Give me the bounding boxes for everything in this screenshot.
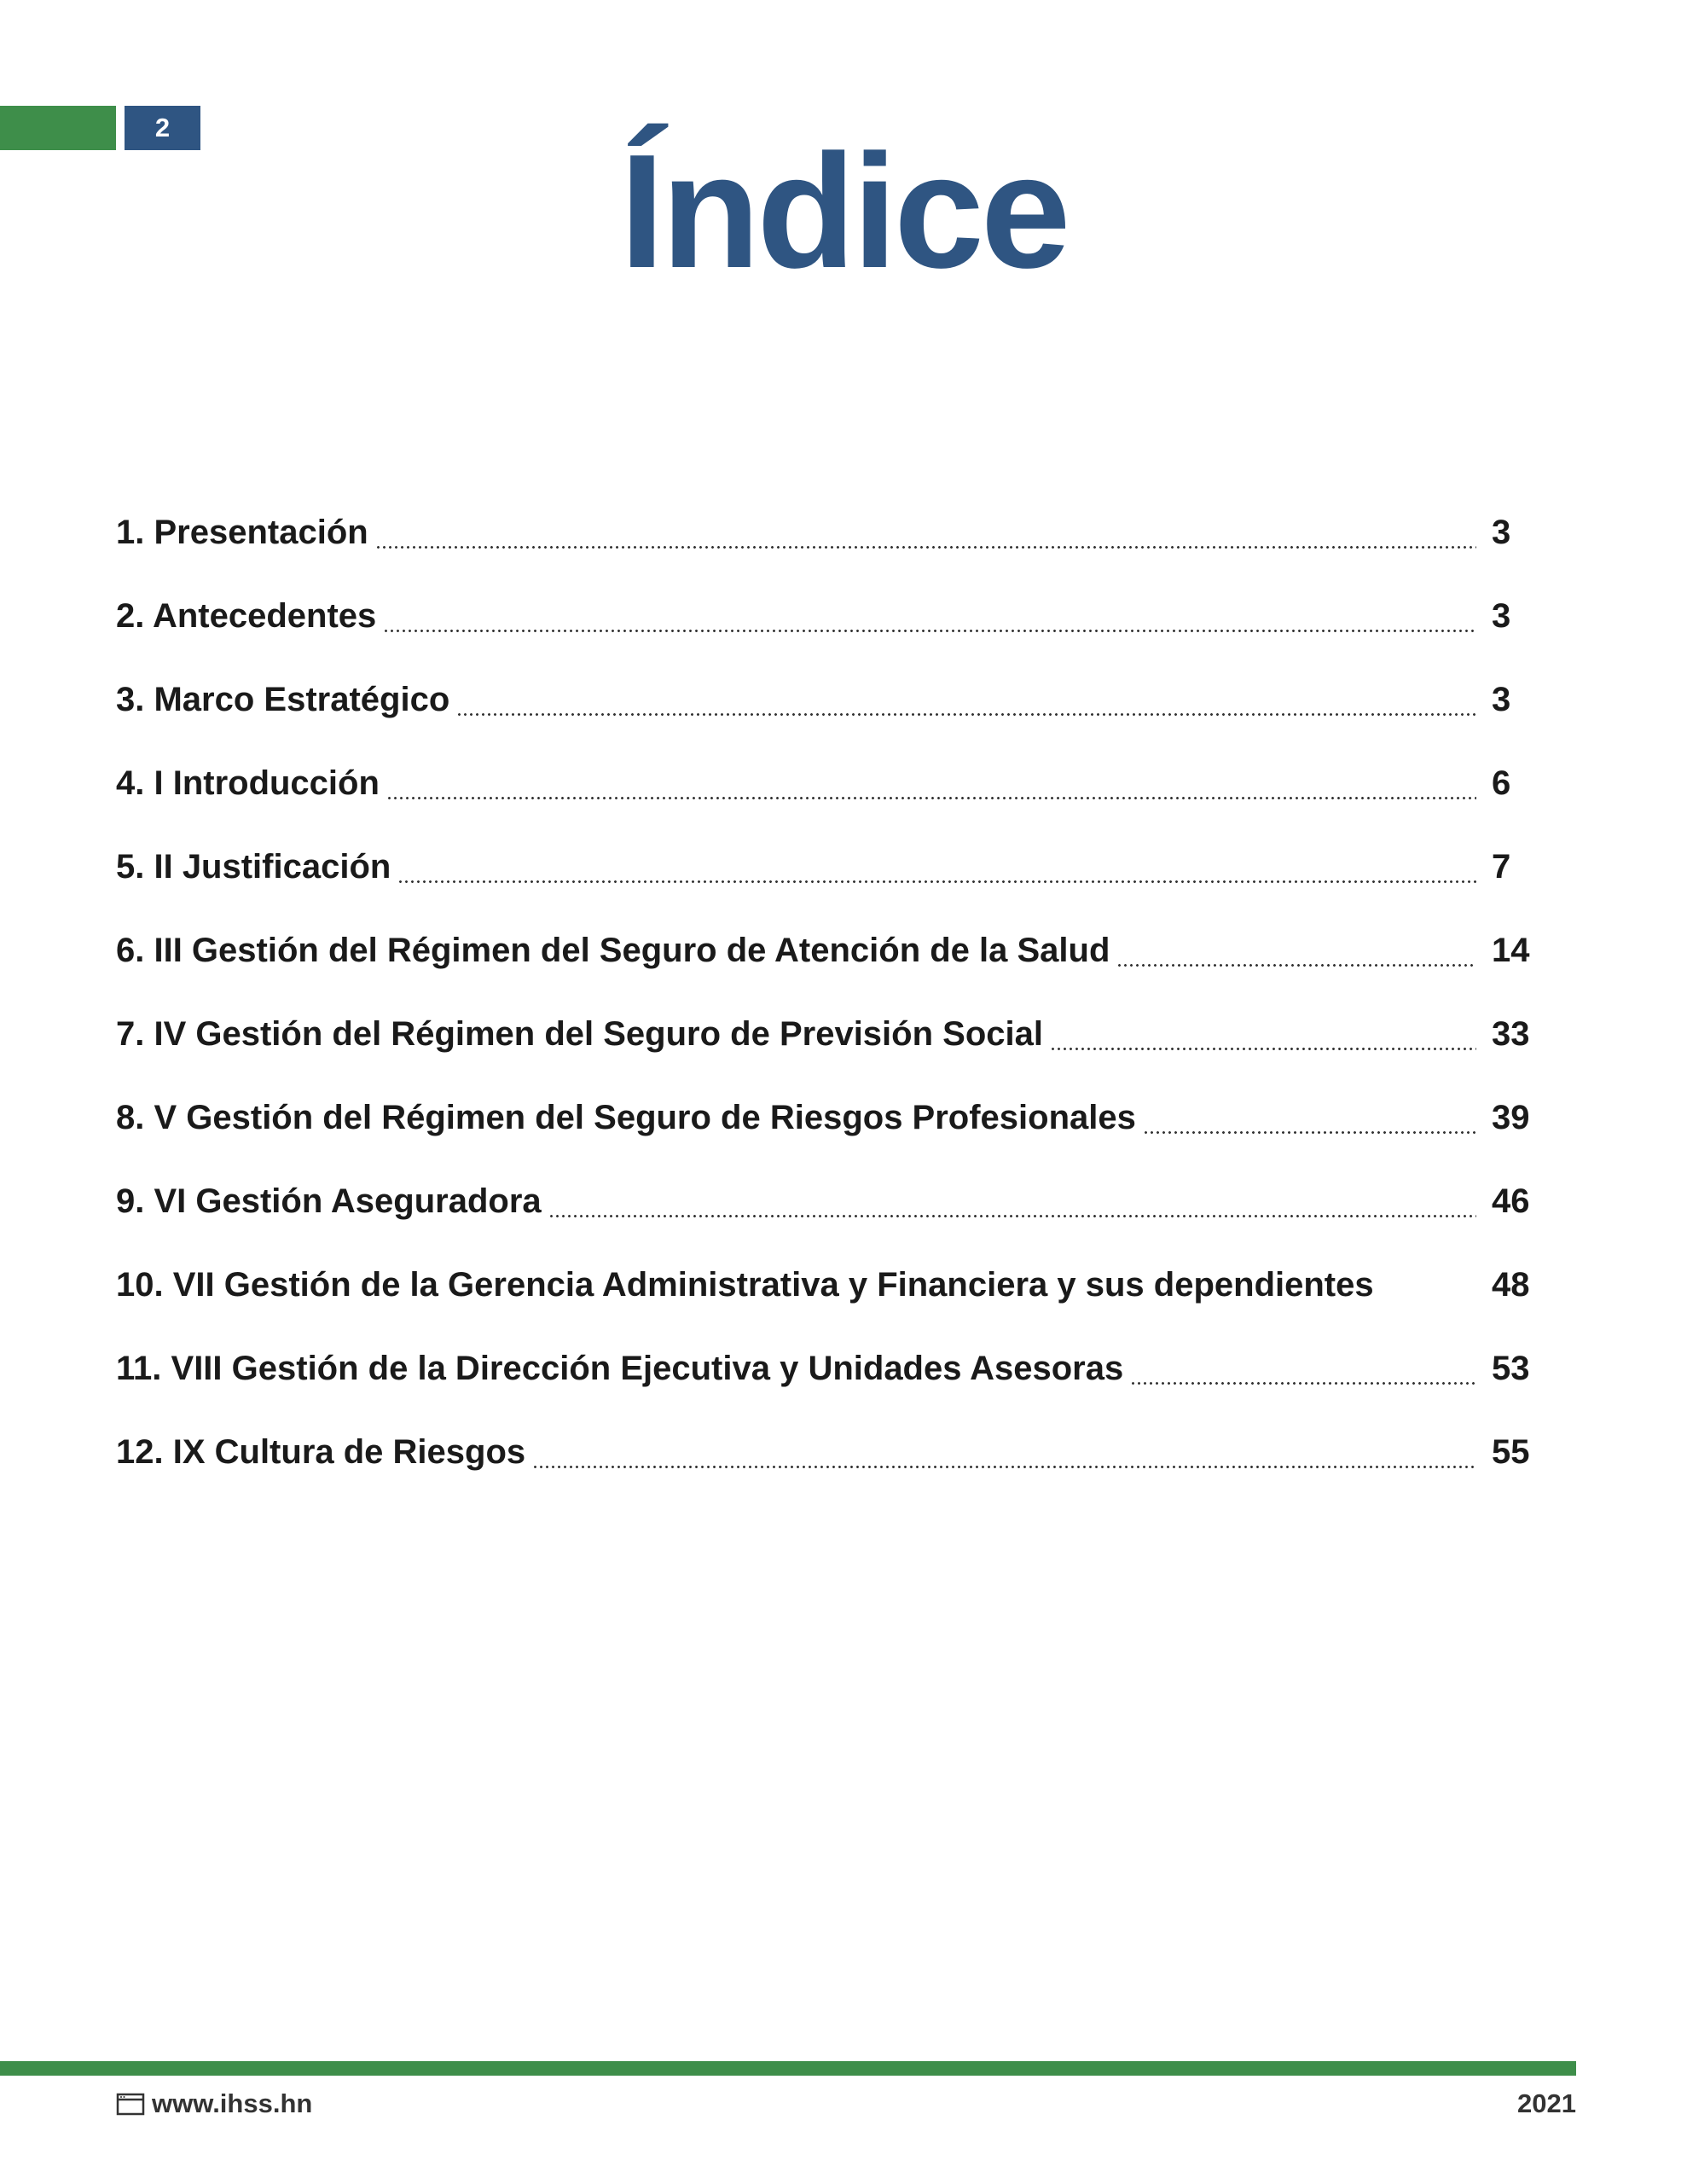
footer-year: 2021 — [1517, 2088, 1576, 2118]
footer-green-bar — [0, 2061, 1576, 2076]
toc-entry-page: 3 — [1492, 513, 1511, 551]
toc-leader-dots — [1050, 1017, 1476, 1051]
toc-entry[interactable] — [116, 574, 1553, 658]
toc-leader-dots — [456, 682, 1476, 717]
toc-entry[interactable] — [116, 909, 1553, 992]
page-title: Índice — [619, 121, 1068, 302]
toc-entry-label: 1. Presentación — [116, 513, 368, 551]
toc-entry-label: 2. Antecedentes — [116, 596, 377, 635]
toc-entry-label: 10. VII Gestión de la Gerencia Administrativa y Financiera y sus dependientes — [116, 1265, 1374, 1304]
toc-leader-dots — [1116, 933, 1476, 967]
toc-leader-dots — [1143, 1101, 1476, 1135]
toc-entry-page: 6 — [1492, 764, 1511, 802]
toc-entry-page: 46 — [1492, 1182, 1530, 1220]
toc-entry[interactable] — [116, 992, 1553, 1076]
toc-entry[interactable] — [116, 741, 1553, 825]
toc-entry[interactable] — [116, 825, 1553, 909]
toc-leader-dots — [1130, 1351, 1476, 1385]
toc-entry-label: 6. III Gestión del Régimen del Seguro de Atención de la Salud — [116, 931, 1110, 969]
toc-entry[interactable] — [116, 491, 1553, 574]
toc-entry-label: 7. IV Gestión del Régimen del Seguro de Previsión Social — [116, 1014, 1043, 1053]
toc-leader-dots — [397, 850, 1476, 884]
toc-entry-label: 12. IX Cultura de Riesgos — [116, 1432, 526, 1471]
toc-entry[interactable] — [116, 1243, 1553, 1327]
website-link[interactable]: www.ihss.hn — [152, 2088, 313, 2118]
toc-entry-page: 48 — [1492, 1265, 1530, 1304]
toc-entry-label: 4. I Introducción — [116, 764, 380, 802]
toc-entry-page: 33 — [1492, 1014, 1530, 1053]
toc-entry-label: 11. VIII Gestión de la Dirección Ejecutiva y Unidades Asesoras — [116, 1349, 1124, 1387]
toc-entry-page: 39 — [1492, 1098, 1530, 1136]
toc-entry-page: 3 — [1492, 680, 1511, 718]
toc-leader-dots — [386, 766, 1476, 800]
toc-entry-page: 7 — [1492, 847, 1511, 886]
page-number: 2 — [125, 106, 200, 150]
toc-entry[interactable] — [116, 658, 1553, 741]
toc-entry-label: 8. V Gestión del Régimen del Seguro de Riesgos Profesionales — [116, 1098, 1136, 1136]
toc-entry-page: 55 — [1492, 1432, 1530, 1471]
toc-entry-label: 3. Marco Estratégico — [116, 680, 450, 718]
toc-entry-page: 3 — [1492, 596, 1511, 635]
toc-entry[interactable] — [116, 1076, 1553, 1159]
toc-leader-dots — [1381, 1268, 1476, 1302]
toc-leader-dots — [532, 1435, 1476, 1469]
table-of-contents — [116, 491, 1553, 1494]
browser-window-icon — [116, 2092, 145, 2116]
toc-entry[interactable] — [116, 1410, 1553, 1494]
toc-entry-page: 53 — [1492, 1349, 1530, 1387]
toc-entry[interactable] — [116, 1159, 1553, 1243]
toc-leader-dots — [375, 515, 1476, 549]
toc-leader-dots — [548, 1184, 1476, 1218]
toc-entry-label: 5. II Justificación — [116, 847, 391, 886]
footer-website[interactable] — [116, 2088, 312, 2119]
toc-leader-dots — [383, 599, 1476, 633]
toc-entry-page: 14 — [1492, 931, 1530, 969]
toc-entry[interactable] — [116, 1327, 1553, 1410]
toc-entry-label: 9. VI Gestión Aseguradora — [116, 1182, 542, 1220]
